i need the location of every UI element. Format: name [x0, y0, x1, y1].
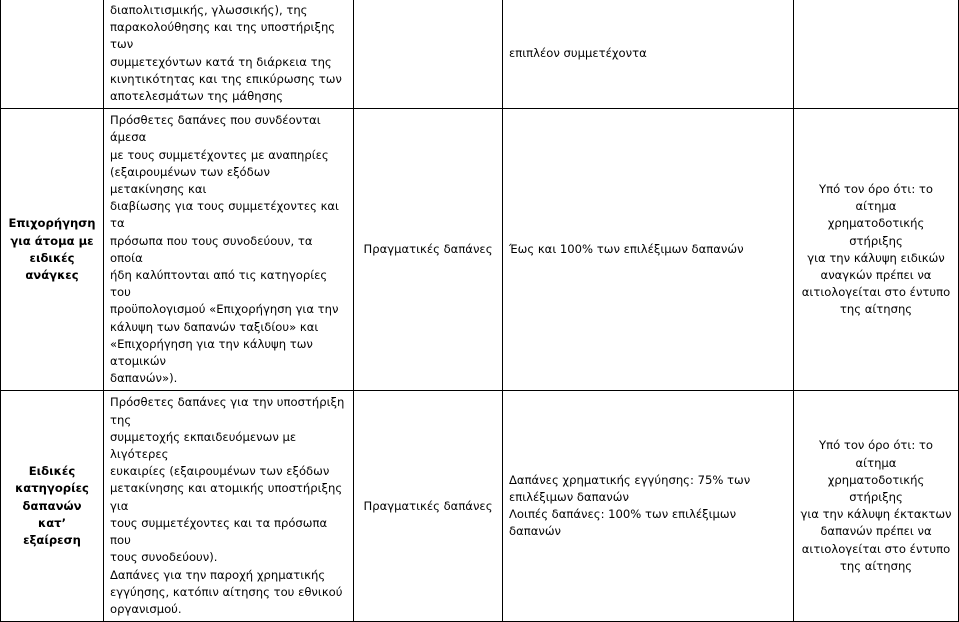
description-cell — [104, 109, 354, 391]
cost-type-cell: Πραγματικές δαπάνες — [354, 109, 503, 391]
description-cell — [104, 0, 354, 109]
rule-line: χρηματοδοτικής στήριξης — [827, 472, 925, 505]
rule-line: αιτιολογείται στο έντυπο — [801, 285, 951, 300]
category-line: εξαίρεση — [23, 533, 81, 548]
cost-type-cell — [354, 0, 503, 109]
amount-cell — [503, 0, 794, 109]
rule-line: για την κάλυψη ειδικών — [807, 250, 945, 265]
category-line: για άτομα με — [10, 233, 94, 248]
table-row — [1, 109, 959, 391]
description-line: αποτελεσμάτων της μάθησης — [110, 89, 284, 104]
rule-line: αιτιολογείται στο έντυπο — [801, 541, 951, 556]
description-line: τους συνοδεύουν). — [110, 550, 218, 565]
rule-line: της αίτησης — [839, 558, 913, 573]
description-line: μετακίνησης και ατομικής υποστήριξης για — [110, 481, 343, 513]
category-line: κατηγορίες — [15, 481, 89, 496]
rule-line: χρηματοδοτικής στήριξης — [827, 216, 925, 248]
rule-line: για την κάλυψη έκτακτων — [800, 507, 952, 522]
category-line: ειδικές ανάγκες — [25, 250, 79, 283]
rule-line: Υπό τον όρο ότι: το αίτημα — [819, 438, 933, 470]
description-line: τους συμμετέχοντες και τα πρόσωπα που — [110, 515, 328, 548]
rule-cell — [794, 391, 959, 622]
description-line: δαπανών»). — [110, 371, 178, 386]
description-cell — [104, 391, 354, 622]
category-line: Επιχορήγηση — [8, 216, 96, 231]
rule-line: δαπανών πρέπει να — [820, 524, 932, 539]
amount-line: Δαπάνες χρηματικής εγγύησης: 75% των — [509, 472, 751, 487]
description-line: Πρόσθετες δαπάνες για την υποστήριξη της — [110, 395, 345, 427]
description-line: (εξαιρουμένων των εξόδων μετακίνησης και — [110, 164, 270, 197]
rule-line: Υπό τον όρο ότι: το αίτημα — [819, 182, 933, 214]
amount-line: επιλέξιμων δαπανών — [509, 490, 629, 505]
amount-cell — [503, 109, 794, 391]
category-line: Ειδικές — [28, 464, 76, 479]
rule-cell — [794, 0, 959, 109]
description-line: διαβίωσης για τους συμμετέχοντες και τα — [110, 199, 339, 231]
description-line: συμμετεχόντων κατά τη διάρκεια της — [110, 54, 332, 69]
amount-line: επιπλέον συμμετέχοντα — [509, 46, 647, 60]
table-row — [1, 0, 959, 109]
cost-type-cell: Πραγματικές δαπάνες — [354, 391, 503, 622]
category-cell — [1, 391, 104, 622]
description-line: οργανισμού. — [110, 601, 182, 616]
description-line: εγγύησης, κατόπιν αίτησης του εθνικού — [110, 584, 343, 599]
category-cell — [1, 0, 104, 109]
rule-line: αναγκών πρέπει να — [820, 268, 932, 283]
category-cell — [1, 109, 104, 391]
description-line: κινητικότητας και της επικύρωσης των — [110, 71, 342, 86]
rule-cell — [794, 109, 959, 391]
table-row — [1, 391, 959, 622]
category-line: δαπανών κατ’ — [22, 498, 82, 530]
description-line: με τους συμμετέχοντες με αναπηρίες — [110, 147, 329, 162]
description-line: πρόσωπα που τους συνοδεύουν, τα οποία — [110, 233, 313, 265]
description-line: παρακολούθησης και της υποστήριξης των — [110, 20, 336, 52]
amount-line: Λοιπές δαπάνες: 100% των επιλέξιμων δαπανών — [509, 507, 737, 539]
description-line: συμμετοχής εκπαιδευόμενων με λιγότερες — [110, 429, 297, 462]
description-line: προϋπολογισμού «Επιχορήγηση για την — [110, 302, 339, 317]
description-line: Δαπάνες για την παροχή χρηματικής — [110, 567, 326, 582]
amount-cell — [503, 391, 794, 622]
description-line: κάλυψη των δαπανών ταξιδίου» και — [110, 319, 319, 334]
amount-line: Έως και 100% των επιλέξιμων δαπανών — [509, 242, 744, 257]
rule-line: της αίτησης — [839, 302, 913, 317]
description-line: διαπολιτισμικής, γλωσσικής), της — [110, 3, 308, 17]
description-line: ήδη καλύπτονται από τις κατηγορίες του — [110, 268, 328, 300]
description-line: Πρόσθετες δαπάνες που συνδέονται άμεσα — [110, 113, 321, 145]
description-line: ευκαιρίες (εξαιρουμένων των εξόδων — [110, 464, 330, 479]
description-line: «Επιχορήγηση για την κάλυψη των ατομικών — [110, 336, 313, 369]
